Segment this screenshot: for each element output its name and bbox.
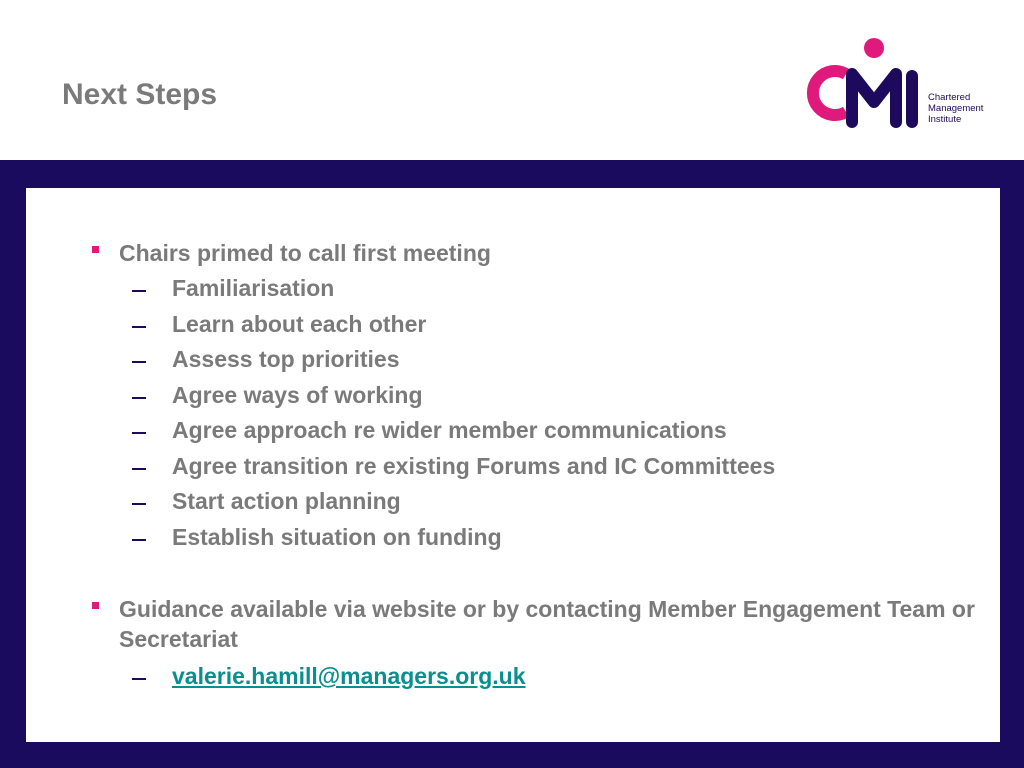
dash-bullet-icon — [132, 503, 146, 505]
sub-bullet — [132, 309, 982, 339]
dash-bullet-icon — [132, 539, 146, 541]
sub-bullet — [132, 415, 982, 445]
email-link[interactable]: valerie.hamill@managers.org.uk — [172, 663, 526, 689]
sub-bullet-text: Assess top priorities — [172, 346, 400, 372]
sub-bullet-text: Agree ways of working — [172, 382, 423, 408]
logo-line-management: Management — [928, 103, 984, 114]
square-bullet-icon — [92, 602, 99, 609]
sub-bullet-text: Establish situation on funding — [172, 524, 502, 550]
sub-bullet — [132, 522, 982, 552]
dash-bullet-icon — [132, 290, 146, 292]
sub-bullet-email — [132, 661, 982, 691]
dash-bullet-icon — [132, 397, 146, 399]
sub-bullet-text: Agree transition re existing Forums and IC Committees — [172, 453, 776, 479]
dash-bullet-icon — [132, 432, 146, 434]
dash-bullet-icon — [132, 361, 146, 363]
sub-bullet — [132, 273, 982, 303]
sub-bullet-text: Agree approach re wider member communications — [172, 417, 727, 443]
dash-bullet-icon — [132, 468, 146, 470]
sub-bullet-text: Familiarisation — [172, 275, 335, 301]
bullet-text: Chairs primed to call first meeting — [119, 240, 491, 266]
sub-bullet-text: Start action planning — [172, 488, 401, 514]
dash-bullet-icon — [132, 678, 146, 680]
bullet-guidance — [92, 594, 982, 654]
logo-wordmark — [928, 92, 983, 125]
square-bullet-icon — [92, 246, 99, 253]
logo-line-chartered: Chartered — [928, 92, 971, 103]
content-panel — [26, 188, 1000, 742]
sub-bullet — [132, 380, 982, 410]
cmi-logo — [794, 36, 994, 128]
logo-line-institute: Institute — [928, 114, 962, 125]
slide-title: Next Steps — [62, 78, 218, 111]
cmi-logo-mark — [794, 36, 924, 128]
sub-bullet — [132, 486, 982, 516]
sub-bullet — [132, 344, 982, 374]
bullet-chairs-primed — [92, 238, 982, 268]
dash-bullet-icon — [132, 326, 146, 328]
sub-bullet — [132, 451, 982, 481]
bullet-text: Guidance available via website or by contacting Member Engagement Team or Secretariat — [119, 596, 975, 652]
sub-bullet-text: Learn about each other — [172, 311, 427, 337]
